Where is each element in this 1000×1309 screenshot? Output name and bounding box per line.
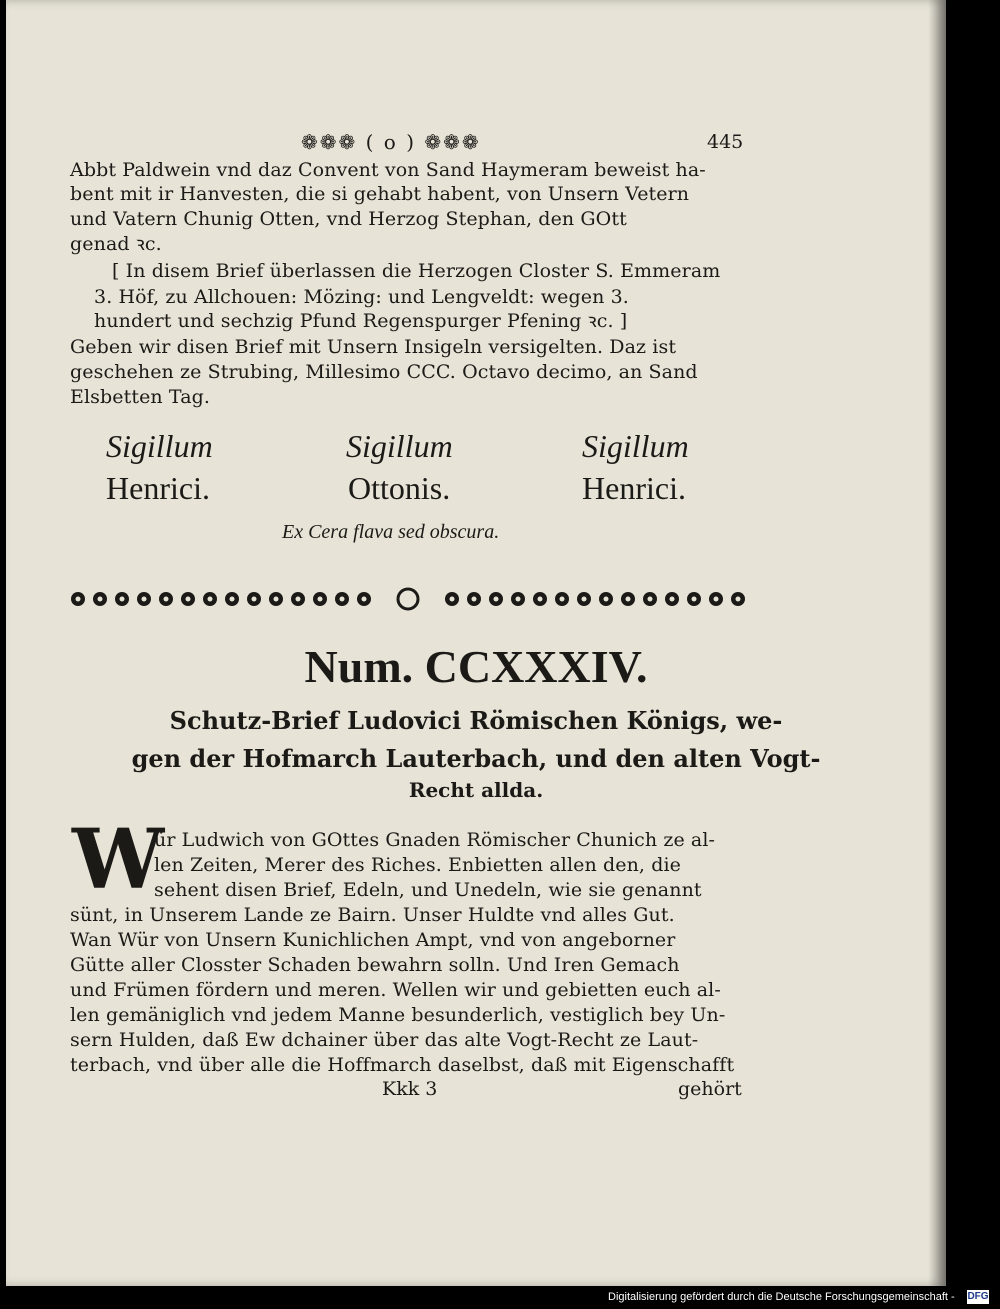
- text-line: bent mit ir Hanvesten, die si gehabt habent, von Unsern Vetern: [70, 183, 690, 205]
- heading-line: gen der Hofmarch Lauterbach, und den alten Vogt-: [131, 744, 821, 773]
- heading-line: Schutz-Brief Ludovici Römischen Königs, we-: [169, 706, 783, 735]
- seal-label-top: Sigillum: [106, 428, 213, 464]
- text-line: len gemäniglich vnd jedem Manne besunderlich, vestiglich bey Un-: [70, 1004, 726, 1026]
- text-line: len Zeiten, Merer des Riches. Enbietten allen den, die: [154, 854, 681, 876]
- seal-label-bottom: Henrici.: [582, 470, 686, 506]
- seal-caption: Ex Cera flava sed obscura.: [282, 521, 500, 543]
- text-line: sehent disen Brief, Edeln, und Unedeln, wie sie genannt: [154, 879, 702, 901]
- signature-mark: Kkk 3: [382, 1078, 438, 1100]
- text-line: Abbt Paldwein vnd daz Convent von Sand Haymeram beweist ha-: [70, 159, 706, 181]
- heading-line: Recht allda.: [408, 778, 544, 802]
- text-line: Geben wir disen Brief mit Unsern Insigeln versigelten. Daz ist: [70, 336, 677, 358]
- footer-credit: Digitalisierung gefördert durch die Deutsche Forschungsgemeinschaft -: [608, 1291, 955, 1303]
- text-line: Elsbetten Tag.: [70, 386, 211, 408]
- text-line: sünt, in Unserem Lande ze Bairn. Unser Huldte vnd alles Gut.: [70, 904, 675, 926]
- text-line: und Vatern Chunig Otten, vnd Herzog Stephan, den GOtt: [70, 208, 627, 230]
- dfg-logo: DFG: [967, 1291, 989, 1302]
- bracket-note-line: [ In disem Brief überlassen die Herzogen Closter S. Emmeram: [112, 260, 721, 282]
- ornament-divider: [68, 584, 748, 614]
- drop-cap: W: [72, 812, 165, 908]
- seal-label-top: Sigillum: [346, 428, 453, 464]
- seal-label-bottom: Henrici.: [106, 470, 210, 506]
- text-line: ür Ludwich von GOttes Gnaden Römischer Chunich ze al-: [154, 829, 716, 851]
- seal-label-top: Sigillum: [582, 428, 689, 464]
- page-number: 445: [707, 131, 744, 153]
- text-line: sern Hulden, daß Ew dchainer über das alte Vogt-Recht ze Laut-: [70, 1029, 699, 1051]
- bracket-note-line: 3. Höf, zu Allchouen: Mözing: und Lengveldt: wegen 3.: [94, 286, 629, 308]
- text-line: terbach, vnd über alle die Hoffmarch daselbst, daß mit Eigenschafft: [70, 1054, 735, 1076]
- text-line: Wan Wür von Unsern Kunichlichen Ampt, vnd von angeborner: [70, 929, 676, 951]
- header-ornament: ❁❁❁ ( o ) ❁❁❁: [301, 130, 481, 154]
- bracket-note-line: hundert und sechzig Pfund Regenspurger Pfening ꝛc. ]: [94, 310, 628, 332]
- seal-label-bottom: Ottonis.: [348, 470, 451, 506]
- catchword: gehört: [678, 1078, 742, 1100]
- document-number-title: Num. CCXXXIV.: [304, 641, 648, 692]
- text-line: geschehen ze Strubing, Millesimo CCC. Octavo decimo, an Sand: [70, 361, 698, 383]
- text-line: genad ꝛc.: [70, 233, 162, 255]
- book-page: [6, 0, 946, 1286]
- text-line: und Frümen fördern und meren. Wellen wir und gebietten euch al-: [70, 979, 721, 1001]
- text-line: Gütte aller Closster Schaden bewahrn solln. Und Iren Gemach: [70, 954, 680, 976]
